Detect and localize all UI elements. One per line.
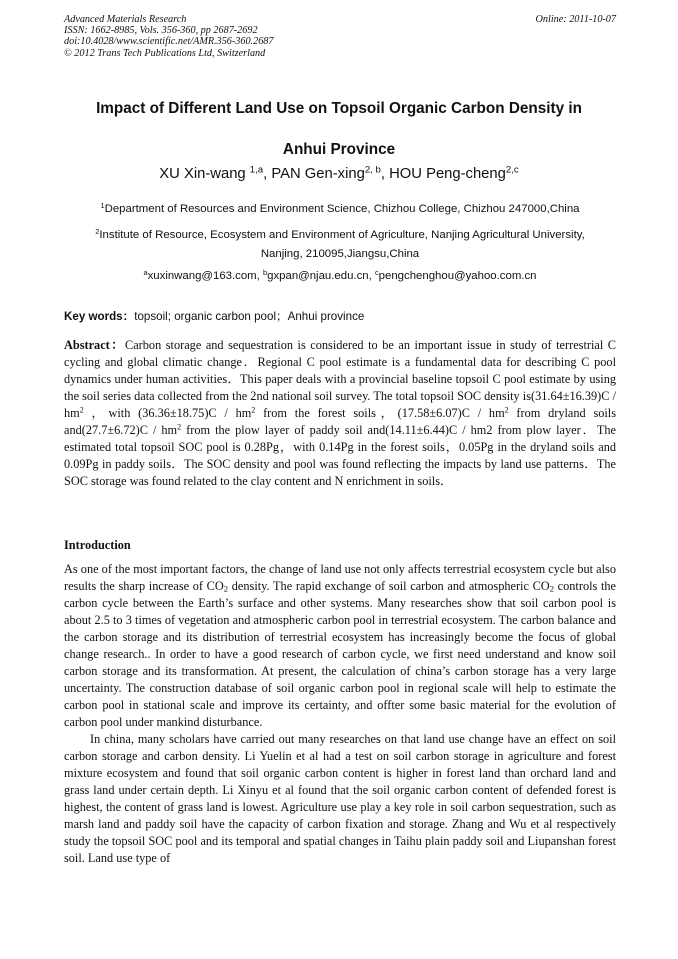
abstract-label: Abstract：	[64, 338, 126, 352]
affiliation-2-line-1: Institute of Resource, Ecosystem and Environment of Agriculture, Nanjing Agricultural University,	[99, 229, 585, 241]
abstract-part-5: from the plow layer of paddy soil and(14.11±6.44)C / hm2 from plow layer．The estimated total topsoil SOC pool is 0.28Pg，with 0.14Pg in the forest soils，0.05Pg in the dryland soils and 0.09Pg in paddy soils．The SOC density and pool was found reflecting the impacts by land use patterns．The SOC storage was found related to the clay content and N enrichment in soils．	[64, 423, 617, 488]
paper-title	[40, 88, 638, 170]
author-list	[40, 166, 638, 182]
abstract-part-2: ，with (36.36±18.75)C / hm	[83, 406, 252, 420]
email-a: xuxinwang@163.com,	[147, 270, 263, 282]
abstract-sup-2: 2	[251, 405, 256, 415]
issn-line: ISSN: 1662-8985, Vols. 356-360, pp 2687-2692	[64, 25, 258, 37]
keywords-text: topsoil; organic carbon pool；Anhui province	[134, 310, 365, 323]
keywords-label: Key words：	[64, 310, 135, 323]
intro-p1-part-1: As one of the most important factors, the change of land use not only affects terrestrial ecosystem cycle but also results the sharp increase of CO	[64, 562, 616, 593]
author-1: XU Xin-wang	[159, 166, 250, 182]
affiliation-2-line-2: Nanjing, 210095,Jiangsu,China	[260, 248, 420, 260]
journal-header	[64, 14, 616, 59]
intro-p1-part-2: density. The rapid exchange of soil carbon and atmospheric CO	[228, 579, 550, 593]
abstract-part-1: Carbon storage and sequestration is considered to be an important issue in study of terrestrial C cycling and global climatic change．Regional C pool estimate is a fundamental data for describing C pool dynamics under human activities．This paper deals with a provincial baseline topsoil C pool estimate by using the soil series data collected from the 2nd national soil survey. The total topsoil SOC density is(31.64±16.39)C / hm	[64, 338, 616, 420]
online-date: Online: 2011-10-07	[535, 14, 616, 25]
affiliation-1	[64, 200, 616, 219]
email-a-sup: a	[143, 267, 148, 277]
email-c: pengchenghou@yahoo.com.cn	[378, 270, 537, 282]
introduction-paragraph-2: In china, many scholars have carried out many researches on that land use change have an effect on soil carbon storage and carbon density. Li Yuelin et al had a test on soil carbon storage in agriculture and forest mixture ecosystem and found that soil organic carbon content is higher in forest land than orchard land and grass land under certain depth. Li Xinyu et al found that the soil organic carbon content of defended forest is highest, the content of grass land is lowest. Agriculture use play a key role in soil carbon sequestration, such as marsh land and paddy soil have the capacity of carbon fixation and storage. Zhang and Wu et al respectively study the topsoil SOC pool and its temporal and spatial changes in Taihu plain paddy soil and Liupanshan forest soil. Land use type of	[64, 732, 616, 865]
abstract-sup-3: 2	[504, 405, 509, 415]
author-1-sup: 1,a	[249, 164, 264, 176]
email-c-sup: c	[374, 267, 379, 277]
introduction-paragraph-1	[64, 561, 616, 731]
copyright-line: © 2012 Trans Tech Publications Ltd, Switzerland	[64, 47, 266, 59]
co2-subscript-2: 2	[549, 583, 554, 594]
email-b-sup: b	[263, 267, 268, 277]
abstract-part-4: from dryland soils and(27.7±6.72)C / hm	[64, 406, 616, 437]
author-2-sup: 2, b	[364, 164, 381, 176]
co2-subscript-1: 2	[223, 583, 229, 594]
introduction-body	[64, 561, 616, 867]
abstract-part-3: from the forest soils，(17.58±6.07)C / hm	[255, 406, 505, 420]
introduction-heading: Introduction	[64, 538, 131, 552]
affiliation-1-sup: 1	[100, 200, 105, 210]
abstract	[64, 337, 616, 490]
keywords	[64, 308, 616, 324]
affiliation-2	[64, 226, 616, 264]
author-3: , HOU Peng-cheng	[380, 166, 506, 182]
author-3-sup: 2,c	[505, 164, 519, 176]
email-list	[64, 267, 616, 286]
affiliation-1-text: Department of Resources and Environment Science, Chizhou College, Chizhou 247000,China	[104, 203, 580, 215]
author-2: , PAN Gen-xing	[263, 166, 365, 182]
abstract-sup-4: 2	[177, 422, 182, 432]
abstract-sup-1: 2	[79, 405, 84, 415]
intro-p1-part-3: controls the carbon cycle between the Earth’s surface and other systems. Many researches show that soil carbon pool is about 2.5 to 3 times of vegetation and atmospheric carbon pool in terrestrial ecosystem. The carbon balance and the carbon storage and its distribution of terrestrial ecosystem has increasingly become the focus of global change research.. In order to have a good research of carbon cycle, we first need understand and know soil carbon storage and its transformation. At present, the calculation of china’s carbon storage has a very large uncertainty. The construction database of soil organic carbon pool in regional scale will help to estimate the carbon pool in stational scale and improve its certainty, and offter some basic material for the evolution of carbon pool under mankind disturbance.	[64, 579, 616, 729]
doi-line: doi:10.4028/www.scientific.net/AMR.356-360.2687	[64, 36, 274, 48]
title-line-2: Anhui Province	[282, 141, 396, 158]
email-b: gxpan@njau.edu.cn,	[267, 270, 375, 282]
journal-name: Advanced Materials Research	[64, 14, 187, 25]
affiliation-2-sup: 2	[95, 226, 100, 236]
title-line-1: Impact of Different Land Use on Topsoil Organic Carbon Density in	[96, 100, 582, 117]
